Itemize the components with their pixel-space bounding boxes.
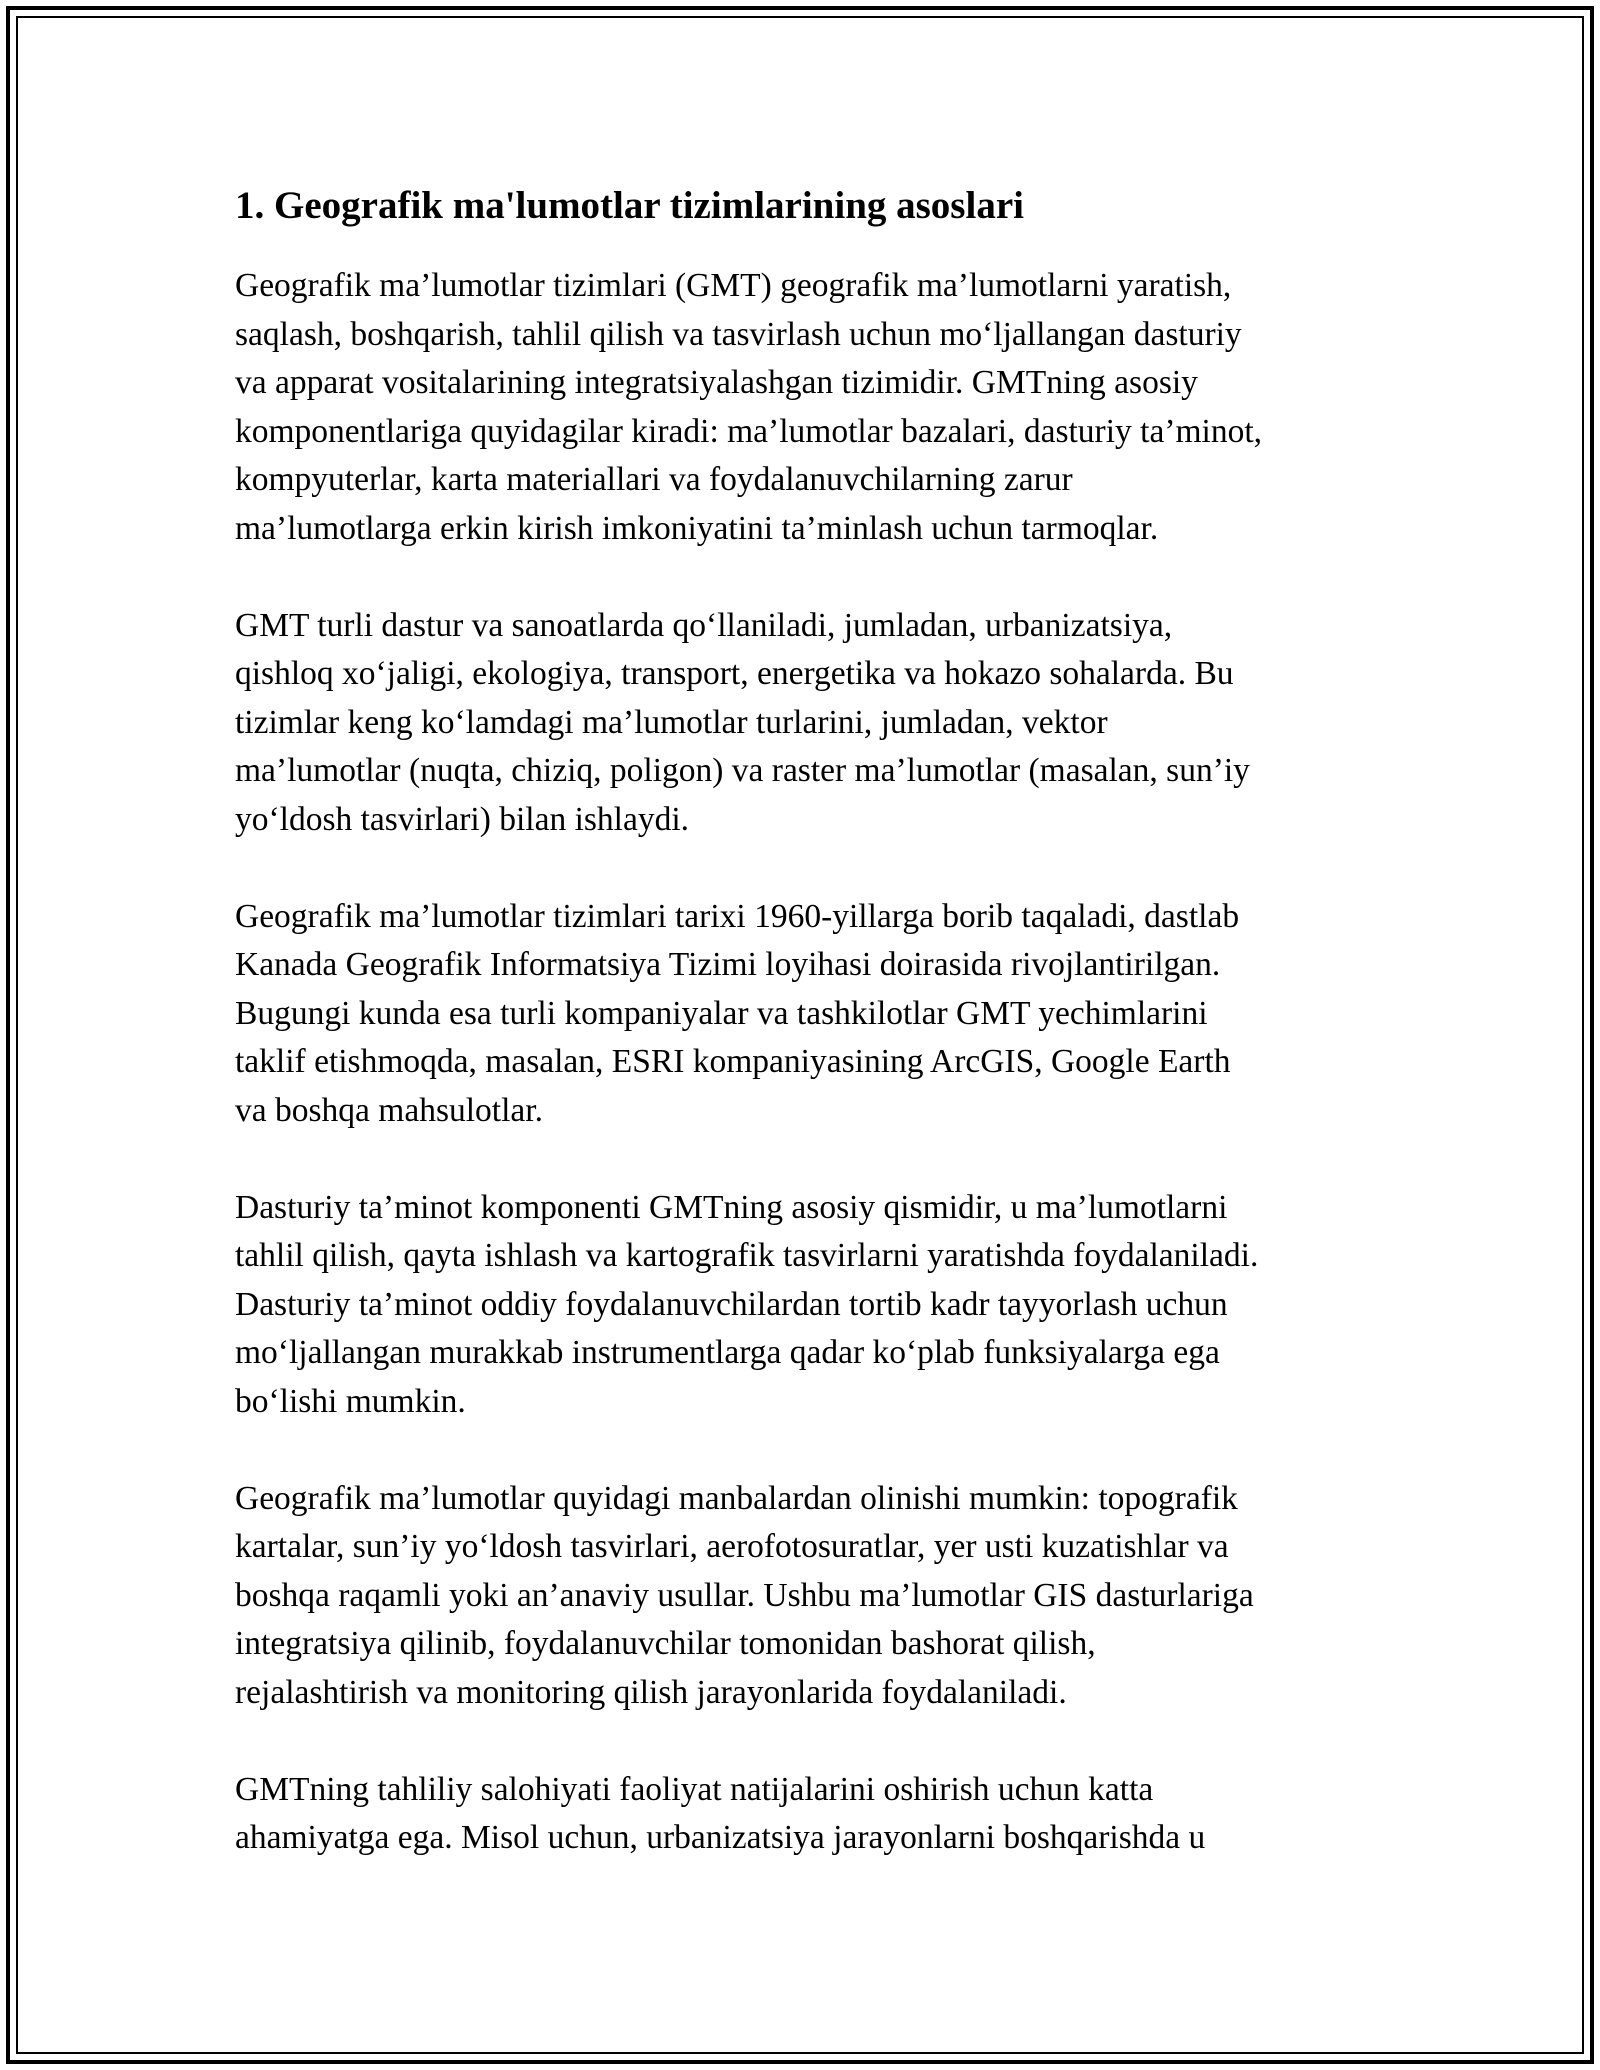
paragraph-line: ma’lumotlar (nuqta, chiziq, poligon) va raster ma’lumotlar (masalan, sun’iy: [235, 752, 1250, 789]
paragraph-line: tizimlar keng ko‘lamdagi ma’lumotlar turlarini, jumladan, vektor: [235, 703, 1108, 741]
paragraph-line: komponentlariga quyidagilar kiradi: ma’lumotlar bazalari, dasturiy ta’minot,: [235, 412, 1263, 450]
paragraph-line: va boshqa mahsulotlar.: [235, 1091, 543, 1129]
paragraph-line: taklif etishmoqda, masalan, ESRI kompaniyasining ArcGIS, Google Earth: [235, 1043, 1231, 1080]
section-title: 1. Geografik ma'lumotlar tizimlarining asoslari: [235, 184, 1024, 227]
paragraph-5: [235, 1475, 1375, 1718]
paragraph-6: [235, 1766, 1375, 1863]
paragraph-line: kartalar, sun’iy yo‘ldosh tasvirlari, aerofotosuratlar, yer usti kuzatishlar va: [235, 1528, 1229, 1565]
paragraph-line: saqlash, boshqarish, tahlil qilish va tasvirlash uchun mo‘ljallangan dasturiy: [235, 315, 1242, 353]
paragraph-1: [235, 262, 1375, 553]
paragraph-line: Kanada Geografik Informatsiya Tizimi loyihasi doirasida rivojlantirilgan.: [235, 946, 1221, 983]
paragraph-line: yo‘ldosh tasvirlari) bilan ishlaydi.: [235, 800, 690, 838]
paragraph-line: Geografik ma’lumotlar tizimlari (GMT) geografik ma’lumotlarni yaratish,: [235, 267, 1232, 304]
paragraph-line: GMT turli dastur va sanoatlarda qo‘llaniladi, jumladan, urbanizatsiya,: [235, 606, 1173, 644]
document-body: [235, 180, 1375, 1911]
paragraph-line: Dasturiy ta’minot oddiy foydalanuvchilardan tortib kadr tayyorlash uchun: [235, 1285, 1228, 1323]
paragraph-line: bo‘lishi mumkin.: [235, 1382, 466, 1420]
paragraph-line: Geografik ma’lumotlar tizimlari tarixi 1960-yillarga borib taqaladi, dastlab: [235, 897, 1240, 935]
paragraph-line: Geografik ma’lumotlar quyidagi manbalardan olinishi mumkin: topografik: [235, 1479, 1238, 1517]
paragraph-line: tahlil qilish, qayta ishlash va kartografik tasvirlarni yaratishda foydalaniladi.: [235, 1237, 1259, 1274]
paragraph-line: mo‘ljallangan murakkab instrumentlarga qadar ko‘plab funksiyalarga ega: [235, 1334, 1220, 1371]
paragraph-line: ma’lumotlarga erkin kirish imkoniyatini ta’minlash uchun tarmoqlar.: [235, 509, 1159, 547]
paragraph-line: Dasturiy ta’minot komponenti GMTning asosiy qismidir, u ma’lumotlarni: [235, 1188, 1228, 1226]
paragraph-line: ahamiyatga ega. Misol uchun, urbanizatsiya jarayonlarni boshqarishda u: [235, 1819, 1206, 1856]
paragraph-line: integratsiya qilinib, foydalanuvchilar tomonidan bashorat qilish,: [235, 1625, 1096, 1662]
paragraph-line: va apparat vositalarining integratsiyalashgan tizimidir. GMTning asosiy: [235, 364, 1198, 401]
paragraph-line: Bugungi kunda esa turli kompaniyalar va tashkilotlar GMT yechimlarini: [235, 994, 1208, 1032]
paragraph-line: qishloq xo‘jaligi, ekologiya, transport, energetika va hokazo sohalarda. Bu: [235, 655, 1234, 692]
paragraph-3: [235, 893, 1375, 1136]
paragraph-2: [235, 602, 1375, 845]
paragraph-line: boshqa raqamli yoki an’anaviy usullar. Ushbu ma’lumotlar GIS dasturlariga: [235, 1576, 1254, 1614]
paragraph-line: kompyuterlar, karta materiallari va foydalanuvchilarning zarur: [235, 461, 1073, 498]
paragraph-line: rejalashtirish va monitoring qilish jarayonlarida foydalaniladi.: [235, 1673, 1067, 1711]
paragraph-4: [235, 1184, 1375, 1427]
paragraph-line: GMTning tahliliy salohiyati faoliyat natijalarini oshirish uchun katta: [235, 1770, 1154, 1808]
